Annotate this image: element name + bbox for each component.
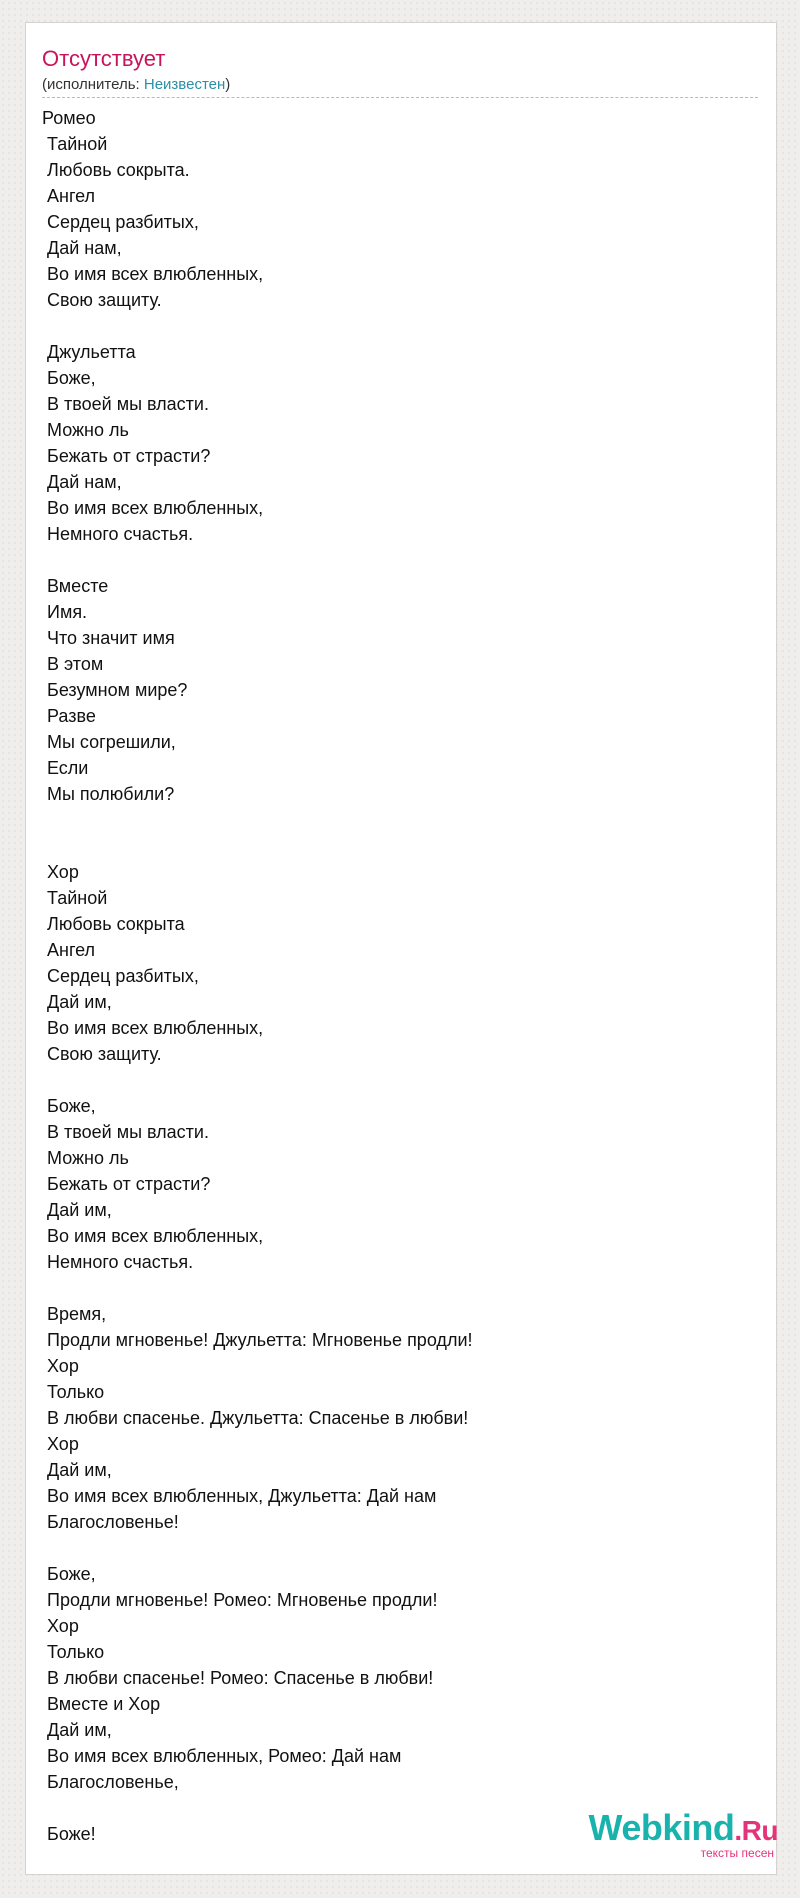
lyric-line: Дай им,	[42, 1460, 112, 1480]
artist-prefix: (исполнитель:	[42, 76, 144, 93]
lyric-line: Боже,	[42, 1096, 96, 1116]
lyrics-text	[42, 105, 758, 1847]
lyric-line: Продли мгновенье! Ромео: Мгновенье продли!	[42, 1590, 438, 1610]
song-title: Отсутствует	[42, 46, 166, 71]
lyric-line: Только	[42, 1642, 105, 1662]
song-header	[42, 43, 758, 98]
lyric-line: Дай нам,	[42, 238, 122, 258]
lyric-line: Время,	[42, 1304, 107, 1324]
lyric-line: Дай нам,	[42, 472, 122, 492]
logo-tagline: тексты песен	[700, 1846, 774, 1860]
lyric-line: Немного счастья.	[42, 524, 194, 544]
lyric-line: Можно ль	[42, 420, 129, 440]
lyric-line: В любви спасенье! Ромео: Спасенье в любви!	[42, 1668, 434, 1688]
lyric-line: Во имя всех влюбленных,	[42, 1226, 264, 1246]
lyric-line: Дай им,	[42, 1720, 112, 1740]
lyric-line: Во имя всех влюбленных,	[42, 498, 264, 518]
lyric-line: Любовь сокрыта.	[42, 160, 190, 180]
lyric-line: В твоей мы власти.	[42, 1122, 209, 1142]
lyric-line: Боже,	[42, 368, 96, 388]
lyric-line: Хор	[42, 1434, 79, 1454]
lyric-line: Безумном мире?	[42, 680, 188, 700]
lyric-line: Ангел	[42, 940, 96, 960]
lyric-line	[42, 1535, 758, 1561]
lyrics-card	[25, 22, 777, 1875]
lyric-line: Хор	[42, 1356, 79, 1376]
lyric-line	[42, 1067, 758, 1093]
lyric-line: Мы согрешили,	[42, 732, 176, 752]
lyric-line: Продли мгновенье! Джульетта: Мгновенье продли!	[42, 1330, 473, 1350]
lyric-line: Ангел	[42, 186, 96, 206]
logo-suffix: .Ru	[734, 1815, 778, 1846]
lyric-line: Тайной	[42, 888, 108, 908]
lyric-line: В этом	[42, 654, 104, 674]
lyric-line: Мы полюбили?	[42, 784, 175, 804]
lyric-line: В твоей мы власти.	[42, 394, 209, 414]
lyric-line: Во имя всех влюбленных,	[42, 1018, 264, 1038]
lyric-line: Боже,	[42, 1564, 96, 1584]
lyric-line: Во имя всех влюбленных, Джульетта: Дай нам	[42, 1486, 437, 1506]
lyric-line: Что значит имя	[42, 628, 175, 648]
lyric-line: Сердец разбитых,	[42, 966, 199, 986]
lyric-line: В любви спасенье. Джульетта: Спасенье в любви!	[42, 1408, 469, 1428]
lyric-line	[42, 547, 758, 573]
lyric-line: Если	[42, 758, 89, 778]
lyric-line: Бежать от страсти?	[42, 446, 211, 466]
lyric-line: Вместе и Хор	[42, 1694, 161, 1714]
lyric-line: Благословенье!	[42, 1512, 179, 1532]
lyric-line: Имя.	[42, 602, 88, 622]
lyric-line: Тайной	[42, 134, 108, 154]
logo-main-text: Webkind	[588, 1807, 735, 1848]
lyric-line: Хор	[42, 1616, 79, 1636]
lyric-line: Разве	[42, 706, 96, 726]
lyric-line: Благословенье,	[42, 1772, 179, 1792]
lyric-line: Дай им,	[42, 1200, 112, 1220]
lyric-line: Любовь сокрыта	[42, 914, 185, 934]
lyric-line: Только	[42, 1382, 105, 1402]
lyric-line: Немного счастья.	[42, 1252, 194, 1272]
artist-link[interactable]: Неизвестен	[143, 76, 226, 93]
lyric-line: Во имя всех влюбленных,	[42, 264, 264, 284]
lyric-line: Сердец разбитых,	[42, 212, 199, 232]
lyric-line: Джульетта	[42, 342, 136, 362]
logo-wordmark	[588, 1807, 778, 1849]
lyric-line: Хор	[42, 862, 79, 882]
lyric-line	[42, 833, 758, 859]
artist-suffix: )	[225, 76, 231, 93]
lyric-line: Можно ль	[42, 1148, 129, 1168]
lyric-line: Боже!	[42, 1824, 96, 1844]
webkind-logo[interactable]	[588, 1807, 778, 1860]
lyric-line: Бежать от страсти?	[42, 1174, 211, 1194]
lyric-line	[42, 1275, 758, 1301]
lyric-line: Вместе	[42, 576, 109, 596]
artist-line	[42, 75, 758, 95]
lyric-line: Свою защиту.	[42, 290, 162, 310]
lyric-line: Свою защиту.	[42, 1044, 162, 1064]
lyric-line: Ромео	[42, 108, 96, 128]
lyric-line: Дай им,	[42, 992, 112, 1012]
lyric-line	[42, 313, 758, 339]
lyric-line: Во имя всех влюбленных, Ромео: Дай нам	[42, 1746, 402, 1766]
lyric-line	[42, 807, 758, 833]
